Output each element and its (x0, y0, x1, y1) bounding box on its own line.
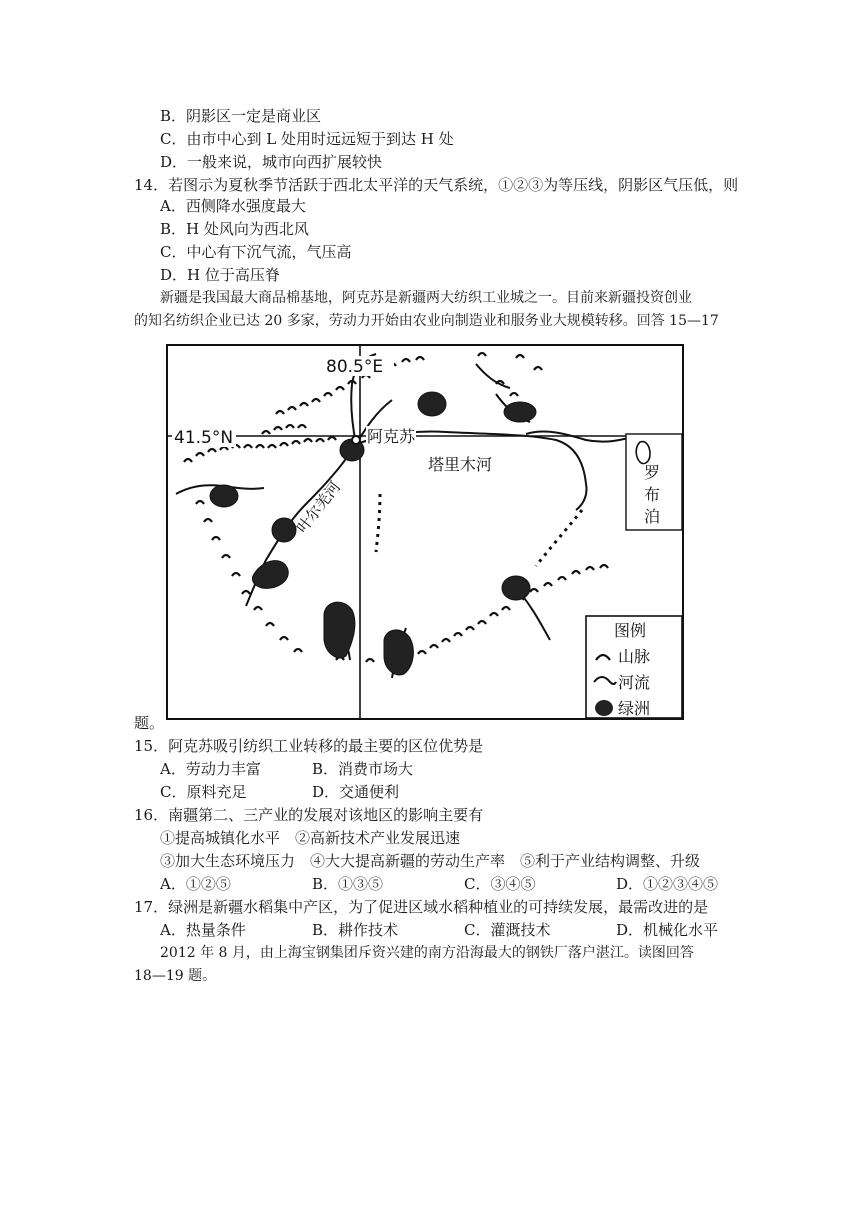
q15-option-b: B．消费市场大 (312, 760, 414, 778)
oasis (502, 576, 530, 600)
q16-items-line2: ③加大生态环境压力 ④大大提高新疆的劳动生产率 ⑤利于产业结构调整、升级 (160, 852, 701, 870)
q15-option-d: D．交通便利 (312, 783, 400, 801)
q16-stem: 16．南疆第二、三产业的发展对该地区的影响主要有 (134, 806, 484, 824)
q14-option-a: A．西侧降水强度最大 (160, 197, 306, 215)
passage2-line2: 18—19 题。 (134, 968, 217, 984)
q15-option-c: C．原料充足 (160, 783, 247, 801)
q14-option-d: D．H 位于高压脊 (160, 266, 280, 284)
q14-option-c: C．中心有下沉气流，气压高 (160, 243, 352, 261)
longitude-label: 80.5°E (326, 357, 384, 377)
q17-option-d: D．机械化水平 (616, 921, 719, 939)
q15-stem: 15．阿克苏吸引纺织工业转移的最主要的区位优势是 (134, 737, 484, 755)
tarim-river-label: 塔里木河 (428, 455, 493, 474)
oasis (418, 392, 446, 416)
q17-stem: 17．绿洲是新疆水稻集中产区，为了促进区域水稻种植业的可持续发展，最需改进的是 (134, 898, 709, 916)
q16-option-c: C．③④⑤ (464, 875, 536, 893)
lake-label-1: 罗 (644, 463, 661, 482)
lake-label-3: 泊 (644, 507, 661, 526)
xinjiang-map (166, 344, 684, 720)
legend-oasis-symbol (595, 700, 613, 716)
q16-items-line1: ①提高城镇化水平 ②高新技术产业发展迅速 (160, 829, 461, 847)
q13-option-c: C．由市中心到 L 处用时远远短于到达 H 处 (160, 130, 454, 148)
legend-title: 图例 (614, 621, 647, 640)
aksu-city-marker (352, 436, 360, 444)
legend-river: 河流 (618, 673, 651, 692)
q14-option-b: B．H 处风向为西北风 (160, 220, 309, 238)
oasis (384, 630, 413, 675)
q16-option-a: A．①②⑤ (160, 875, 231, 893)
passage2-line1: 2012 年 8 月，由上海宝钢集团斥资兴建的南方沿海最大的钢铁厂落户湛江。读图回答 (160, 945, 694, 961)
oasis (210, 485, 238, 507)
q14-stem: 14．若图示为夏秋季节活跃于西北太平洋的天气系统，①②③为等压线，阴影区气压低，则 (134, 176, 739, 194)
legend-oasis: 绿洲 (618, 699, 651, 718)
passage1-line2: 的知名纺织企业已达 20 多家，劳动力开始由农业向制造业和服务业大规模转移。回答 15—17 (134, 313, 719, 329)
passage1-tail: 题。 (134, 714, 165, 732)
map-legend (586, 616, 682, 718)
q15-option-a: A．劳动力丰富 (160, 760, 261, 778)
yarkand-river-label: 叶尔羌河 (292, 478, 345, 537)
passage1-line1: 新疆是我国最大商品棉基地，阿克苏是新疆两大纺织工业城之一。目前来新疆投资创业 (160, 290, 692, 306)
oasis (272, 518, 296, 542)
q16-option-d: D．①②③④⑤ (616, 875, 719, 893)
q13-option-b: B．阴影区一定是商业区 (160, 107, 322, 125)
q16-option-b: B．①③⑤ (312, 875, 384, 893)
q17-option-c: C．灌溉技术 (464, 921, 551, 939)
q17-option-a: A．热量条件 (160, 921, 246, 939)
q17-option-b: B．耕作技术 (312, 921, 399, 939)
oasis (504, 402, 536, 422)
lake-label-2: 布 (644, 485, 661, 504)
latitude-label: 41.5°N (174, 428, 234, 448)
q13-option-d: D．一般来说，城市向西扩展较快 (160, 153, 383, 171)
aksu-label: 阿克苏 (367, 427, 416, 446)
legend-mountain: 山脉 (618, 647, 651, 666)
